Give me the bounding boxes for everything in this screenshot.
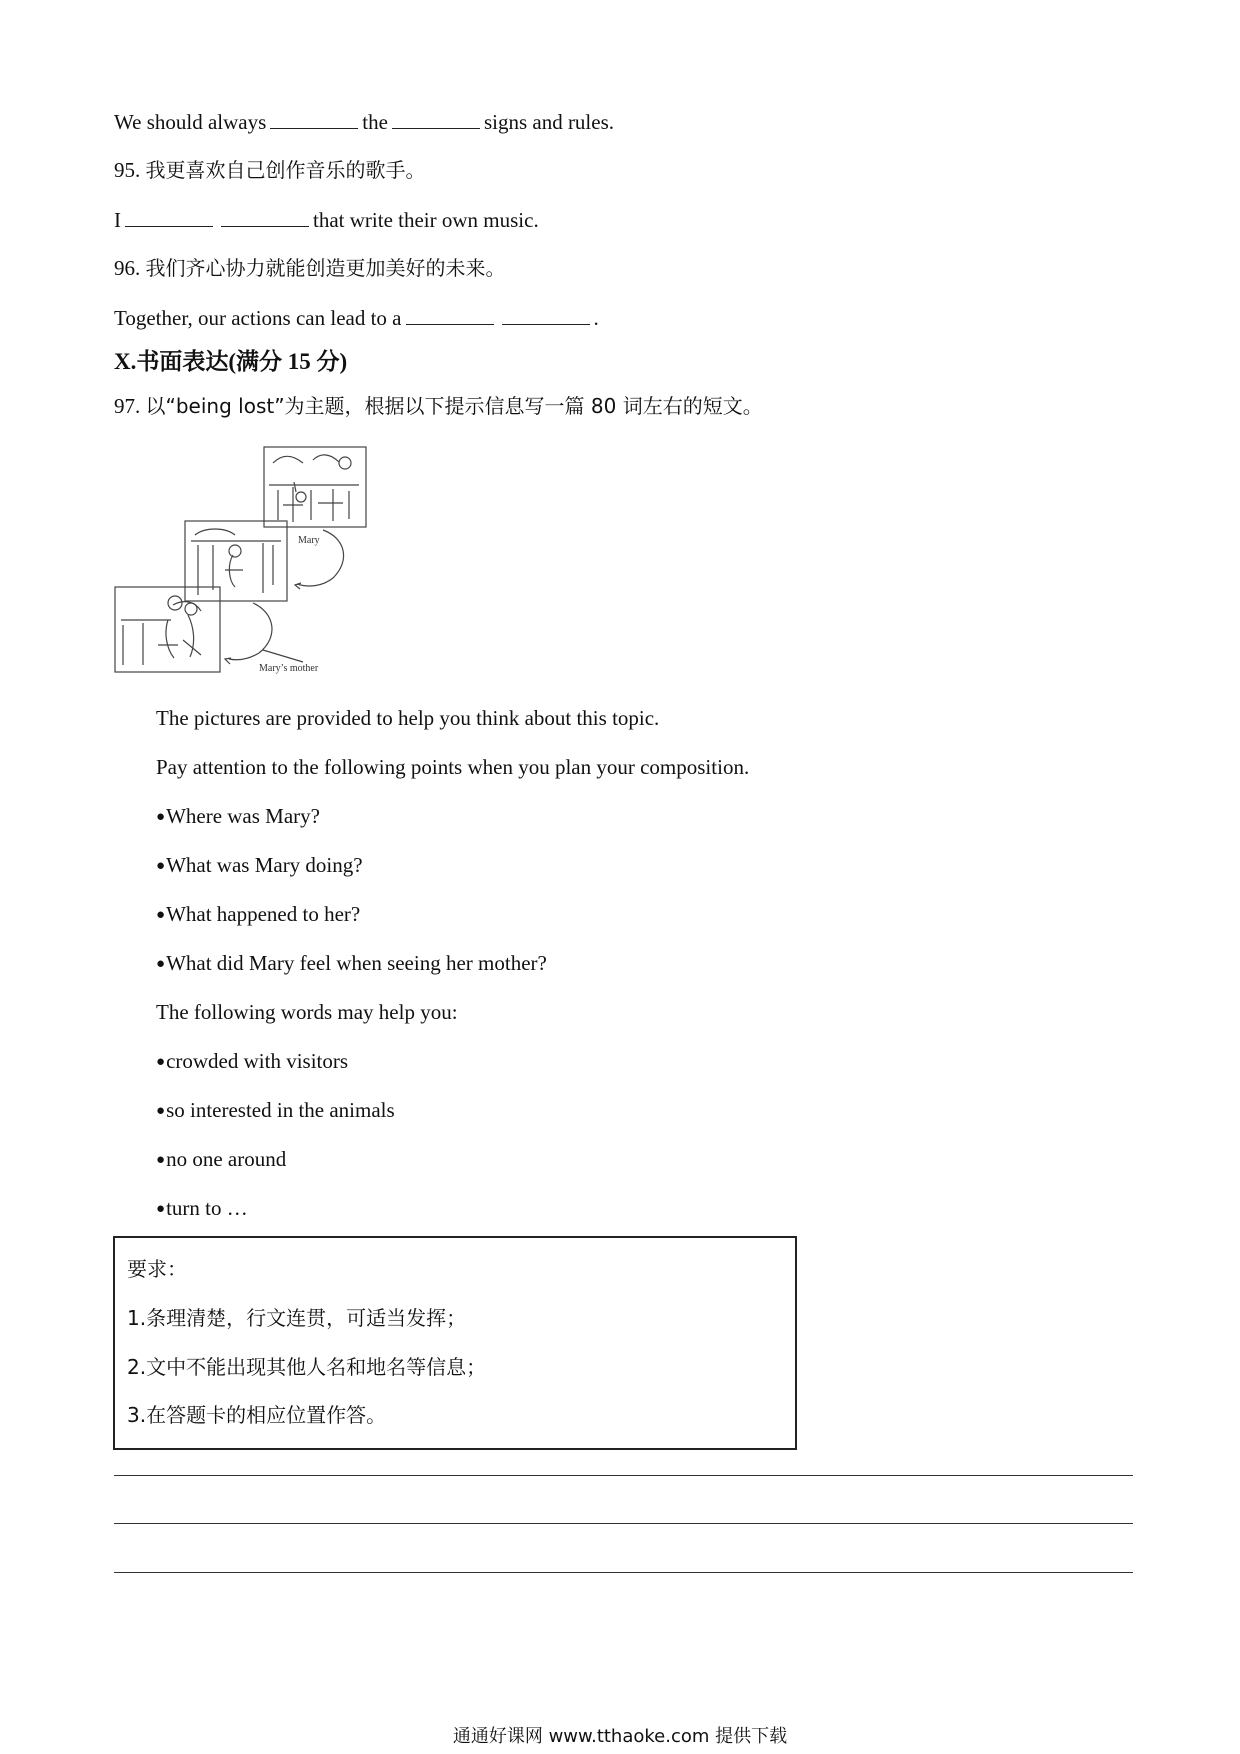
page-footer: 通通好课网 www.tthaoke.com 提供下载 — [452, 1726, 788, 1747]
answer-line[interactable] — [114, 1572, 1133, 1573]
question-97-prompt — [114, 393, 763, 419]
sentence-part: signs and rules. — [483, 110, 615, 134]
bullet-point: ● What was Mary doing? — [156, 852, 363, 881]
question-number: 96. — [114, 256, 141, 280]
picture-label-mother: Mary’s mother — [259, 663, 319, 674]
answer-blank[interactable] — [125, 206, 213, 227]
intro-text: Pay attention to the following points when you plan your composition. — [156, 755, 750, 779]
word-hint: ● so interested in the animals — [156, 1097, 395, 1126]
answer-blank[interactable] — [406, 304, 494, 325]
sentence-signs-rules — [114, 108, 614, 135]
requirement-item: 1.条理清楚，行文连贯，可适当发挥； — [127, 1306, 467, 1330]
bullet-point: ● What did Mary feel when seeing her mother? — [156, 950, 547, 979]
sentence-part: We should always — [114, 110, 267, 134]
requirements-box — [113, 1236, 797, 1450]
sentence-part: I — [114, 208, 121, 232]
question-96-prompt — [114, 255, 506, 281]
intro-text: The pictures are provided to help you think about this topic. — [156, 706, 660, 730]
story-pictures — [113, 445, 373, 675]
question-prompt: 我更喜欢自己创作音乐的歌手。 — [145, 158, 426, 182]
answer-line[interactable] — [114, 1523, 1133, 1524]
requirements-title: 要求： — [127, 1257, 187, 1281]
word-hint: ● crowded with visitors — [156, 1048, 348, 1077]
bullet-point: ● What happened to her? — [156, 901, 360, 930]
sentence-part: . — [593, 306, 599, 330]
answer-line[interactable] — [114, 1475, 1133, 1476]
requirement-item: 2.文中不能出现其他人名和地名等信息； — [127, 1355, 487, 1379]
answer-blank[interactable] — [221, 206, 309, 227]
question-number: 95. — [114, 158, 141, 182]
sentence-part: the — [362, 110, 388, 134]
picture-label-mary: Mary — [298, 535, 320, 546]
words-intro: The following words may help you: — [156, 1000, 458, 1024]
sentence-part: that write their own music. — [313, 208, 539, 232]
question-number: 97. — [114, 394, 141, 418]
word-hint: ● no one around — [156, 1146, 286, 1175]
requirement-item: 3.在答题卡的相应位置作答。 — [127, 1403, 387, 1427]
word-hint: ● turn to … — [156, 1195, 248, 1224]
answer-blank[interactable] — [502, 304, 590, 325]
picture-panel — [185, 521, 287, 601]
sentence-part: Together, our actions can lead to a — [114, 306, 402, 330]
picture-panel — [264, 447, 366, 527]
answer-blank[interactable] — [392, 108, 480, 129]
answer-blank[interactable] — [270, 108, 358, 129]
question-95-sentence — [114, 206, 539, 233]
section-heading: X.书面表达(满分 15 分) — [114, 349, 348, 374]
bullet-point: ● Where was Mary? — [156, 803, 320, 832]
picture-panel — [115, 587, 220, 672]
question-prompt: 以“being lost”为主题，根据以下提示信息写一篇 80 词左右的短文。 — [145, 394, 763, 418]
question-96-sentence — [114, 304, 599, 331]
question-prompt: 我们齐心协力就能创造更加美好的未来。 — [145, 256, 506, 280]
question-95-prompt — [114, 157, 426, 183]
